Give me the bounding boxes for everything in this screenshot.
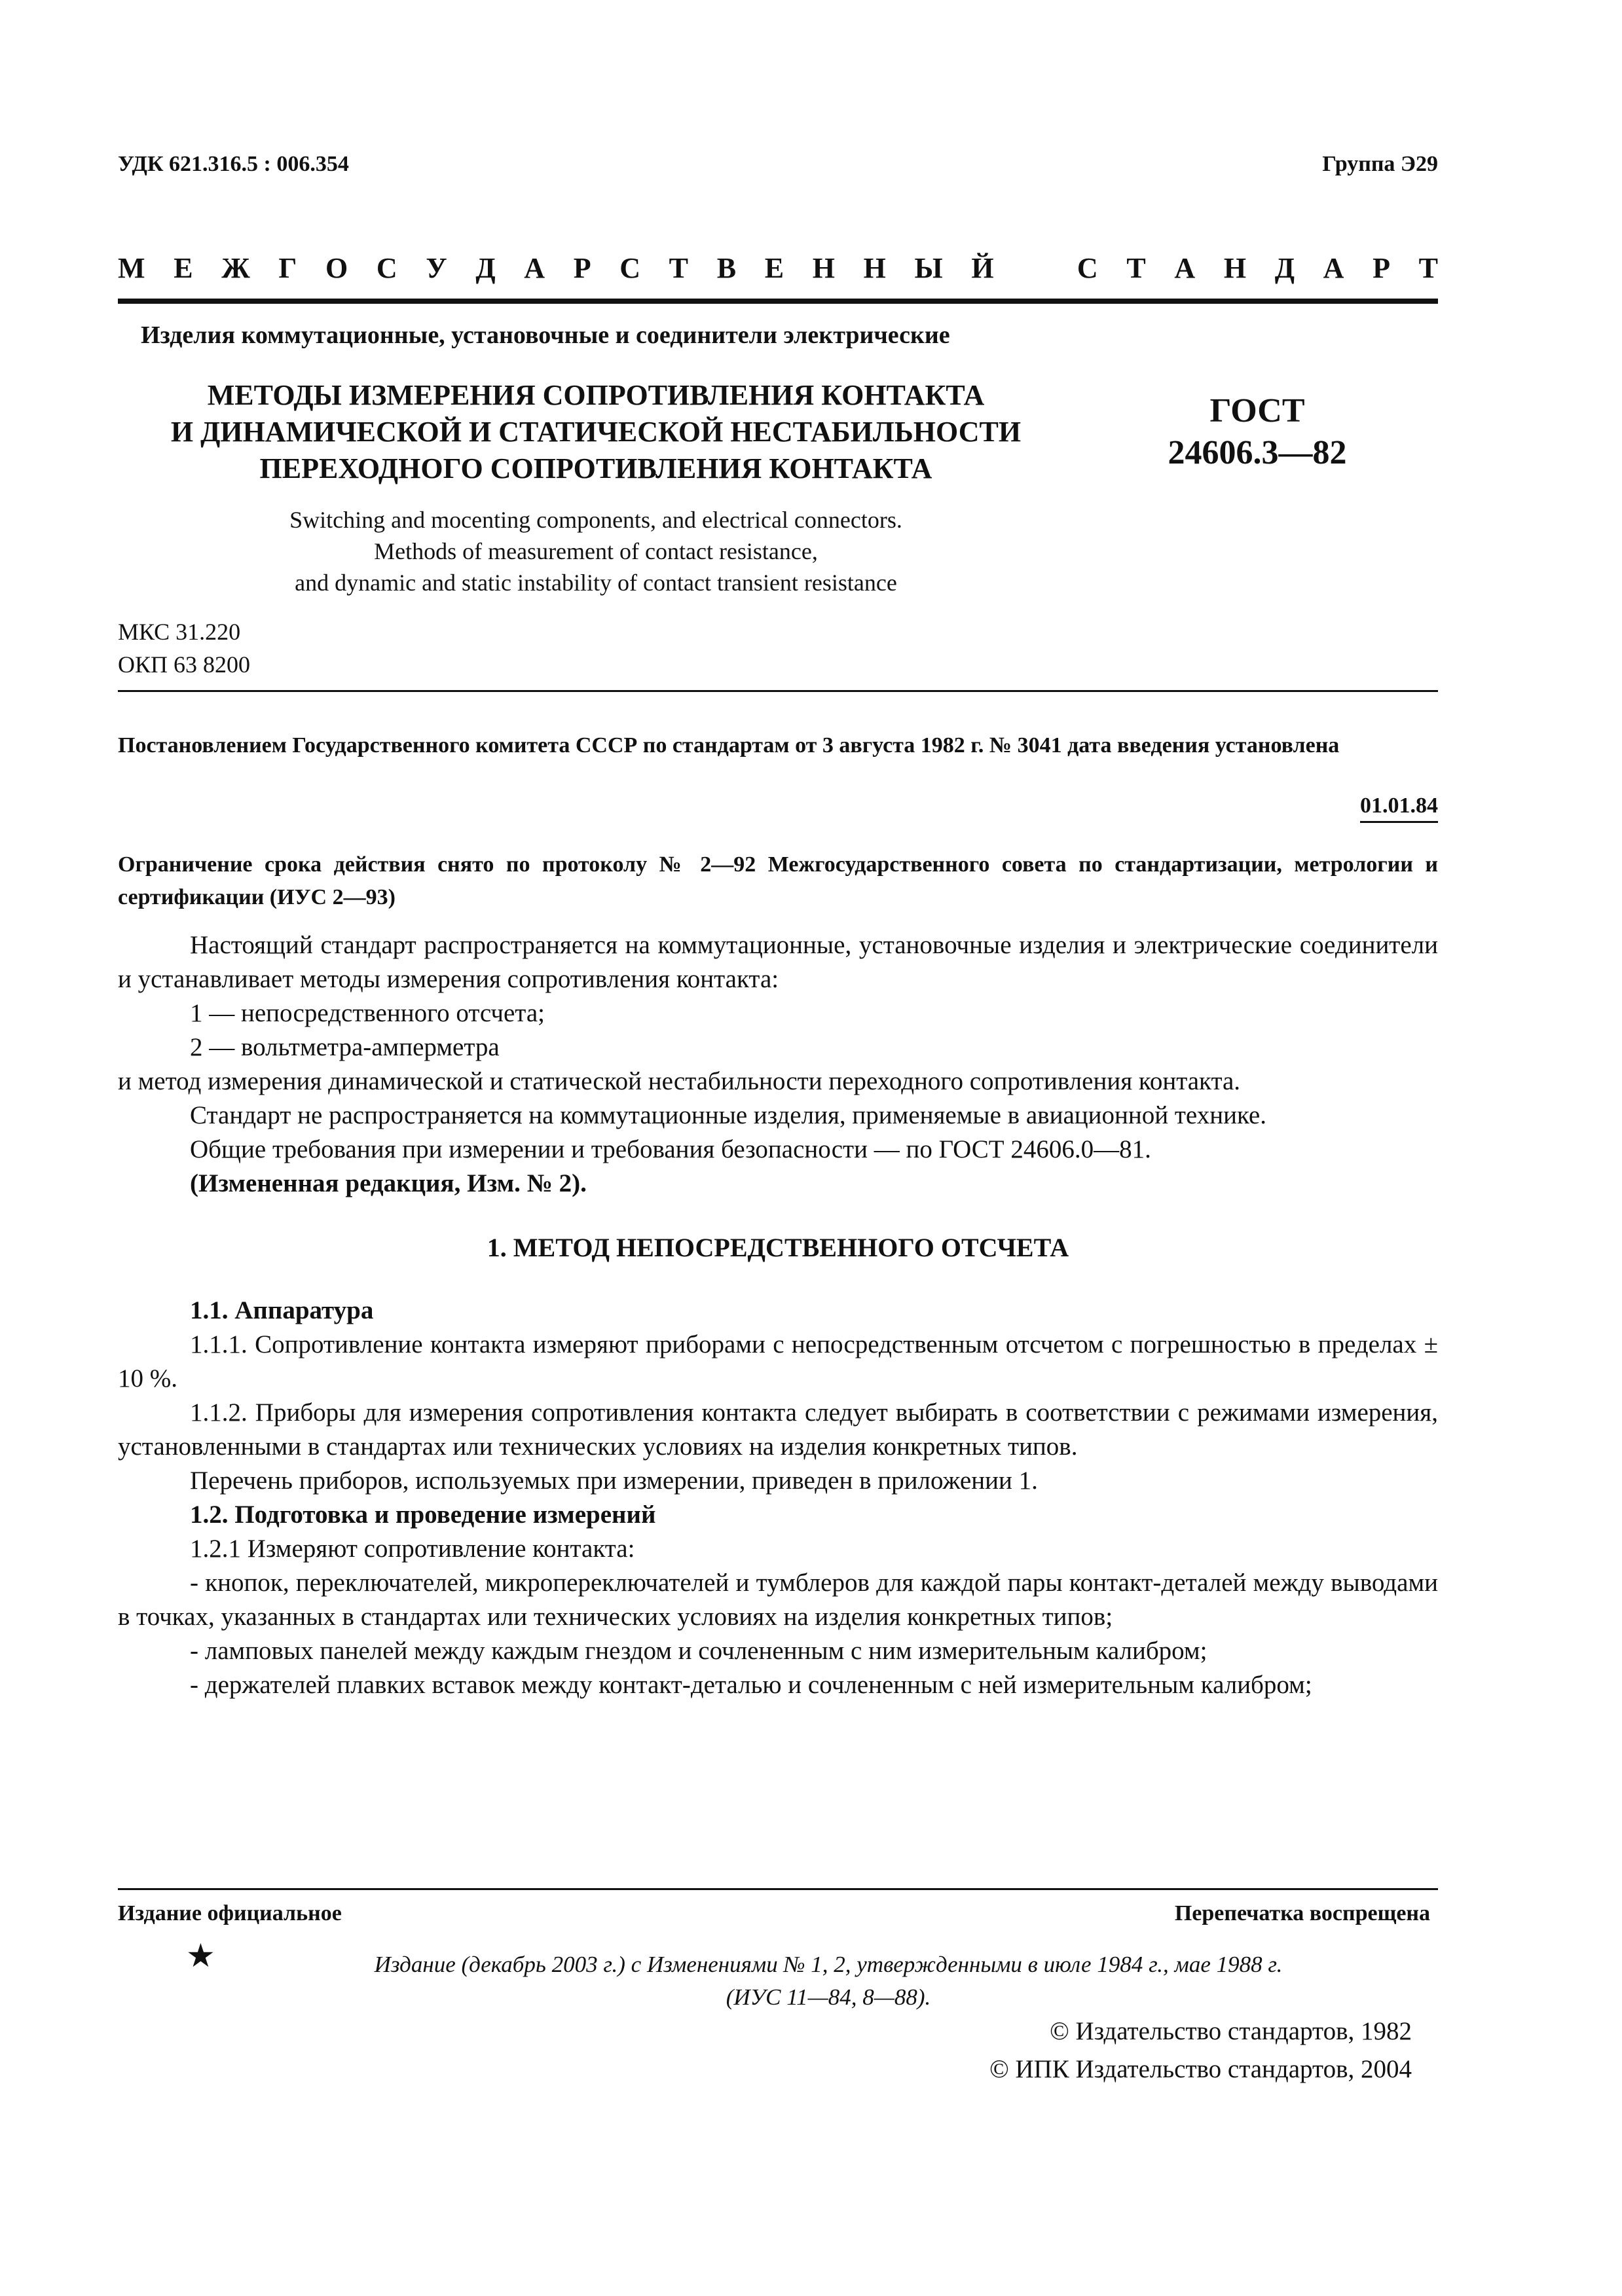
reprint-prohibited-label: Перепечатка воспрещена	[1174, 1901, 1430, 1925]
banner-letter: Д	[1274, 252, 1295, 284]
banner-letter: М	[118, 252, 145, 284]
title-line-3: ПЕРЕХОДНОГО СОПРОТИВЛЕНИЯ КОНТАКТА	[259, 452, 932, 484]
list-item: 2 — вольтметра-амперметра	[190, 1033, 500, 1061]
banner-letter: У	[426, 252, 447, 284]
banner-letter: Т	[1126, 252, 1146, 284]
banner-letter: О	[325, 252, 348, 284]
body-text	[118, 928, 1438, 1702]
codes-rule	[118, 690, 1438, 692]
official-edition-label: Издание официальное	[118, 1901, 342, 1925]
copyright-line-2: © ИПК Издательство стандартов, 2004	[989, 2055, 1412, 2083]
paragraph: 1.1.2. Приборы для измерения сопротивления контакта следует выбирать в соответствии с режимами измерения, установленными в стандартах или технических условиях на изделия конкретных типов.	[118, 1398, 1438, 1461]
banner-letter: Ж	[221, 252, 250, 284]
list-item: - ламповых панелей между каждым гнездом и сочлененным с ним измерительным калибром;	[190, 1637, 1207, 1665]
banner-letter: Р	[1373, 252, 1390, 284]
limitation-text: Ограничение срока действия снято по протоколу № 2—92 Межгосударственного совета по стандартизации, метрологии и сертификации (ИУС 2—93)	[118, 852, 1438, 909]
english-line-1: Switching and mocenting components, and electrical connectors.	[289, 507, 902, 533]
list-item: 1 — непосредственного отсчета;	[190, 999, 545, 1027]
banner-letter: В	[716, 252, 737, 284]
resolution-text: Постановлением Государственного комитета СССР по стандартам от 3 августа 1982 г. № 3041 дата введения установлена	[118, 733, 1340, 757]
english-title	[118, 504, 1074, 598]
section-heading: 1. МЕТОД НЕПОСРЕДСТВЕННОГО ОТСЧЕТА	[487, 1233, 1069, 1262]
banner-letter: А	[524, 252, 545, 284]
banner-letter: Н	[812, 252, 835, 284]
banner-letter: Р	[573, 252, 591, 284]
mks-code: МКС 31.220	[118, 619, 241, 645]
edition-line-2: (ИУС 11—84, 8—88).	[726, 1984, 931, 2010]
edition-line-1: Издание (декабрь 2003 г.) с Изменениями № 1, 2, утвержденными в июле 1984 г., мае 1988 г.	[374, 1952, 1283, 1977]
paragraph: 1.2.1 Измеряют сопротивление контакта:	[190, 1535, 635, 1563]
document-page	[118, 0, 1438, 2296]
banner-rule	[118, 299, 1438, 304]
paragraph: Общие требования при измерении и требования безопасности — по ГОСТ 24606.0—81.	[190, 1135, 1151, 1163]
interstate-standard-banner	[118, 251, 1438, 291]
banner-letter: Н	[863, 252, 886, 284]
gost-label: ГОСТ	[1209, 392, 1305, 429]
paragraph: и метод измерения динамической и статической нестабильности переходного сопротивления контакта.	[118, 1067, 1241, 1095]
banner-letter: А	[1174, 252, 1196, 284]
okp-code: ОКП 63 8200	[118, 651, 251, 678]
banner-letter: Т	[669, 252, 689, 284]
banner-letter: Е	[174, 252, 193, 284]
document-title	[118, 377, 1074, 487]
gost-designation	[1126, 390, 1388, 474]
title-line-2: И ДИНАМИЧЕСКОЙ И СТАТИЧЕСКОЙ НЕСТАБИЛЬНОСТИ	[170, 416, 1022, 448]
classification-codes	[118, 615, 250, 681]
paragraph: Стандарт не распространяется на коммутационные изделия, применяемые в авиационной технике.	[190, 1101, 1266, 1129]
banner-letter: Т	[1418, 252, 1438, 284]
subsection-heading: 1.1. Аппаратура	[190, 1296, 374, 1324]
header-row	[118, 152, 1438, 185]
introduction-date: 01.01.84	[1360, 791, 1438, 823]
banner-letter: Е	[764, 252, 784, 284]
english-line-2: Methods of measurement of contact resistance,	[374, 538, 818, 564]
footer-rule	[118, 1888, 1438, 1890]
banner-gap	[1022, 251, 1048, 291]
group-code: Группа Э29	[1322, 152, 1438, 176]
udk-code: УДК 621.316.5 : 006.354	[118, 152, 349, 176]
banner-letter: А	[1323, 252, 1344, 284]
banner-letter: Ы	[914, 252, 943, 284]
paragraph: Настоящий стандарт распространяется на коммутационные, установочные изделия и электрические соединители и устанавливает методы измерения сопротивления контакта:	[118, 931, 1438, 993]
banner-letter: Й	[971, 252, 994, 284]
banner-letter: С	[376, 252, 397, 284]
english-line-3: and dynamic and static instability of contact transient resistance	[295, 570, 897, 596]
banner-letter: С	[1077, 252, 1098, 284]
list-item: - кнопок, переключателей, микропереключателей и тумблеров для каждой пары контакт-деталей между выводами в точках, указанных в стандартах или технических условиях на изделия конкретных типов;	[118, 1569, 1438, 1631]
subsection-heading: 1.2. Подготовка и проведение измерений	[190, 1501, 656, 1529]
edition-note	[255, 1948, 1401, 2014]
banner-letter: С	[619, 252, 641, 284]
paragraph: 1.1.1. Сопротивление контакта измеряют приборами с непосредственным отсчетом с погрешностью в пределах ± 10 %.	[118, 1330, 1438, 1393]
gost-number: 24606.3—82	[1168, 434, 1347, 471]
title-line-1: МЕТОДЫ ИЗМЕРЕНИЯ СОПРОТИВЛЕНИЯ КОНТАКТА	[207, 379, 985, 411]
list-item: - держателей плавких вставок между контакт-деталью и сочлененным с ней измерительным калибром;	[190, 1671, 1312, 1699]
paragraph: Перечень приборов, используемых при измерении, приведен в приложении 1.	[190, 1467, 1038, 1495]
copyright-block	[989, 2013, 1412, 2088]
subject-line: Изделия коммутационные, установочные и соединители электрические	[141, 321, 950, 349]
copyright-line-1: © Издательство стандартов, 1982	[1050, 2017, 1412, 2045]
amendment-note: (Измененная редакция, Изм. № 2).	[190, 1169, 587, 1197]
star-icon: ★	[186, 1937, 215, 1974]
banner-letter: Н	[1223, 252, 1247, 284]
banner-letter: Г	[278, 252, 297, 284]
banner-letter: Д	[475, 252, 496, 284]
